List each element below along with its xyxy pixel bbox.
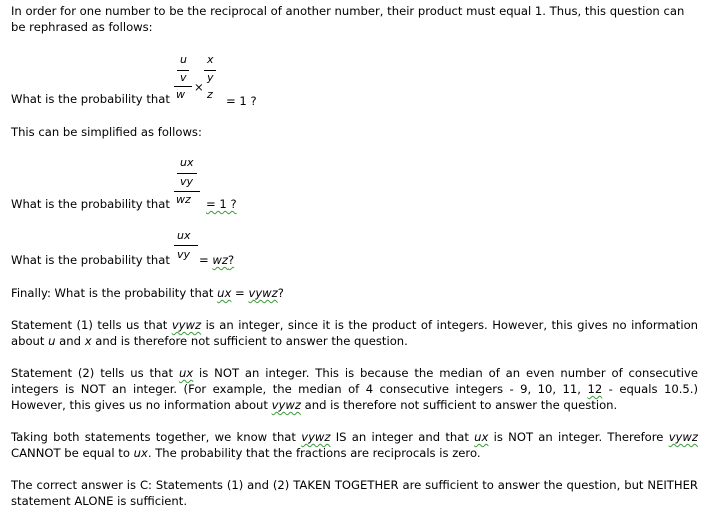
- fraction-2-denominator: z: [207, 88, 213, 101]
- s2-d: and is therefore not sufficient to answer the question.: [300, 398, 618, 412]
- statement-1-paragraph: [11, 317, 698, 349]
- finally-lhs: ux: [217, 286, 232, 300]
- s1-a: Statement (1) tells us that: [11, 318, 172, 332]
- fraction-2-numerator: x: [207, 53, 214, 66]
- q2-bar-top: [177, 173, 197, 174]
- fraction-1-bar-bottom: [174, 86, 192, 87]
- s2-var-ux: ux: [178, 366, 194, 380]
- q2-numerator: ux: [180, 156, 194, 169]
- s2-num-12: 12: [587, 382, 603, 396]
- q3-bar: [174, 245, 198, 246]
- q3-numerator: ux: [177, 229, 191, 242]
- question-3-lead: What is the probability that: [11, 253, 170, 267]
- fraction-1-middle: v: [180, 71, 187, 84]
- s2-a: Statement (2) tells us that: [11, 366, 179, 380]
- answer-paragraph: The correct answer is C: Statements (1) and (2) TAKEN TOGETHER are sufficient to answer the question, but NEITHER statement ALONE is sufficient.: [11, 478, 698, 508]
- question-2-equals: [206, 196, 237, 212]
- q2-bar-bottom: [174, 191, 200, 192]
- both-statements-paragraph: [11, 429, 698, 461]
- s2-c: - equals 10.5.) However, this gives us no information about: [11, 382, 699, 412]
- finally-line: [11, 285, 698, 301]
- s1-c: and: [55, 334, 85, 348]
- q2-denominator: wz: [176, 193, 191, 206]
- both-var-vywz-1: vywz: [301, 430, 331, 444]
- simplified-text: This can be simplified as follows:: [11, 125, 202, 139]
- s1-var-u: u: [48, 334, 56, 348]
- s2-b: is NOT an integer. This is because the median of an even number of consecutive integers is NOT an integer. (For example, the median of 4 consecutive integers - 9, 10, 11,: [11, 366, 699, 396]
- both-a: Taking both statements together, we know that: [11, 430, 302, 444]
- q2-middle: vy: [180, 175, 194, 188]
- q2-equals-text: = 1 ?: [206, 197, 237, 211]
- question-1-lead: What is the probability that: [11, 92, 170, 106]
- q3-eq-q: ?: [227, 253, 235, 267]
- finally-rhs: vywz: [248, 286, 278, 300]
- both-c: is NOT an integer. Therefore: [488, 430, 669, 444]
- both-b: IS an integer and that: [330, 430, 475, 444]
- both-var-ux-2: ux: [133, 446, 148, 460]
- both-var-ux-1: ux: [474, 430, 489, 444]
- s1-b: is an integer, since it is the product of integers. However, this gives no information about: [11, 318, 699, 348]
- q3-eq-sign: =: [199, 253, 209, 267]
- both-e: . The probability that the fractions are reciprocals is zero.: [147, 446, 481, 460]
- q3-eq-var: wz: [212, 253, 228, 267]
- question-2-lead: What is the probability that: [11, 197, 170, 211]
- s1-var-x: x: [84, 334, 92, 348]
- statement-2-paragraph: [11, 365, 698, 413]
- intro-paragraph: In order for one number to be the reciprocal of another number, their product must equal 1. Thus, this question can be rephrased as follows:: [11, 4, 685, 34]
- question-1-equals: = 1 ?: [226, 94, 257, 108]
- finally-lead: Finally: What is the probability that: [11, 286, 214, 300]
- s1-var-vywz: vywz: [171, 318, 202, 332]
- q3-denominator: vy: [177, 248, 191, 261]
- s2-var-vywz: vywz: [271, 398, 301, 412]
- s1-d: and is therefore not sufficient to answer the question.: [91, 334, 408, 348]
- finally-q: ?: [277, 286, 284, 300]
- fraction-1-denominator: w: [176, 88, 185, 101]
- both-d: CANNOT be equal to: [11, 446, 134, 460]
- finally-eq: =: [235, 286, 245, 300]
- fraction-2-middle: y: [207, 71, 214, 84]
- times-sign: ×: [194, 80, 204, 94]
- question-3-equals: [199, 252, 234, 268]
- both-var-vywz-2: vywz: [668, 430, 698, 444]
- fraction-1-numerator: u: [180, 53, 187, 66]
